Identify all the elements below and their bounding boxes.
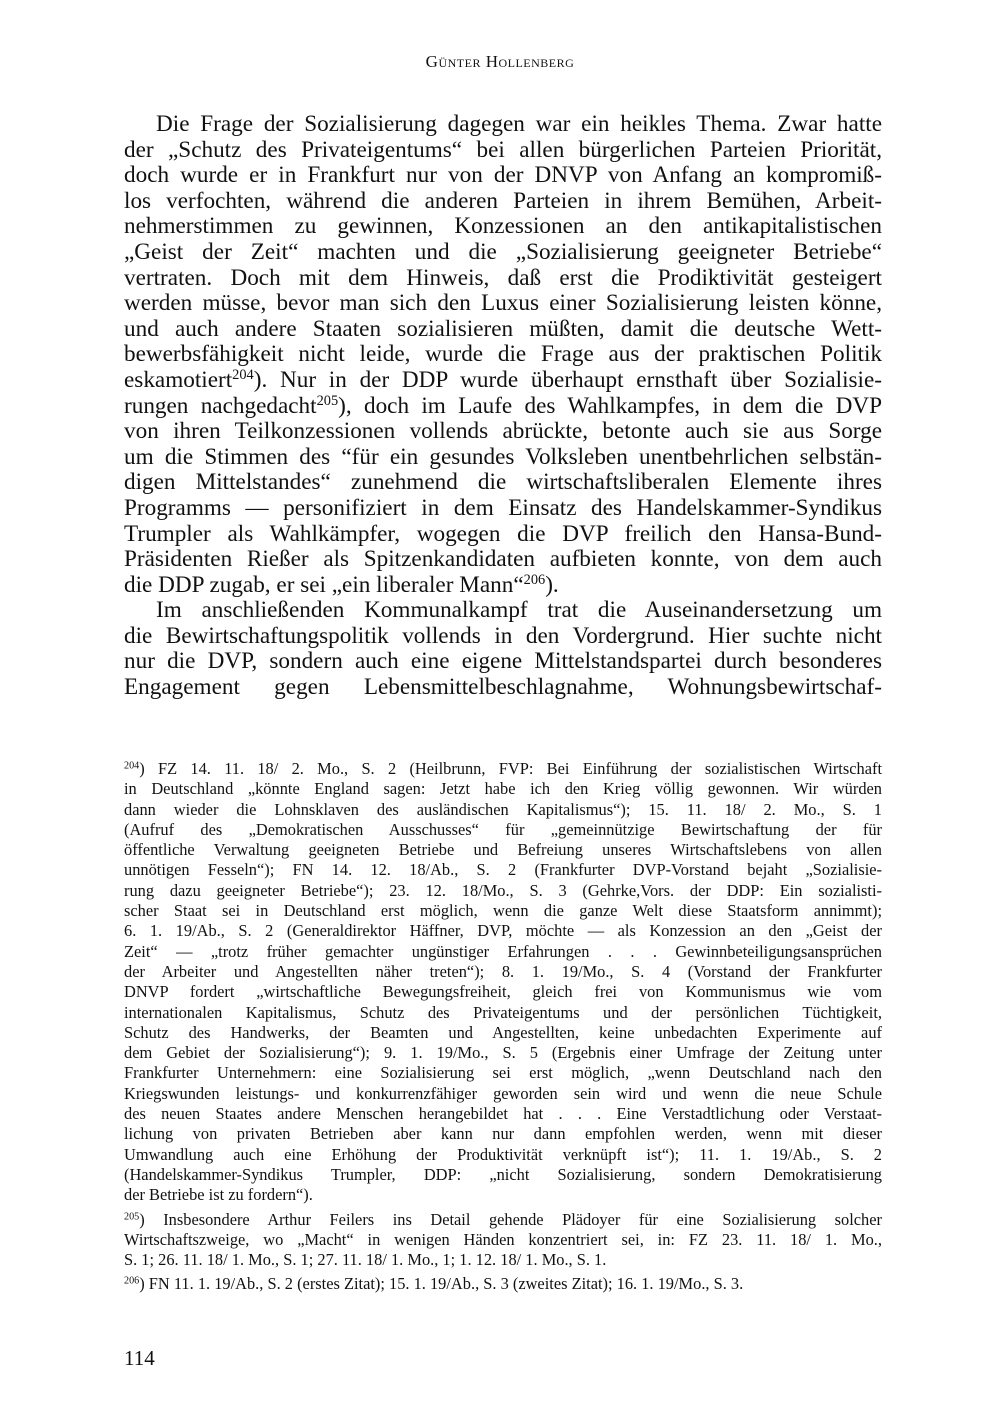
text-segment: um die Stimmen des “für ein gesundes Volksleben unentbehrlichen selbstän- [124,443,882,470]
text-line [124,368,882,394]
footnote-text: unnötigen Fesseln“); FN 14. 12. 18/Ab., S. 2 (Frankfurter DVP-Vorstand bejaht „Sozialisie- [124,860,882,880]
footnote-line [124,1043,882,1063]
footnote-ref: 206 [523,571,546,588]
footnote-text: rung dazu geeigneter Betriebe“); 23. 12. 18/Mo., S. 3 (Gehrke,Vors. der DDP: Ein sozialisti- [124,880,882,900]
footnote-text: ) FZ 14. 11. 18/ 2. Mo., S. 2 (Heilbrunn, FVP: Bei Einführung der sozialistischen Wirtschaft [139,759,882,778]
text-segment: rungen nachgedacht [124,392,317,419]
text-segment: nehmerstimmen zu gewinnen, Konzessionen an den antikapitalistischen [124,213,882,240]
footnote-text: öffentliche Verwaltung geeigneten Betriebe und Befreiung unseres Wirtschaftslebens von allen [124,840,882,860]
footnote-line [124,1003,882,1023]
footnote-line [124,1274,882,1294]
footnote-line [124,1185,882,1205]
footnote-line [124,942,882,962]
text-segment: werden müsse, bevor man sich den Luxus einer Sozialisierung leisten könne, [124,290,882,317]
text-segment: und auch andere Staaten sozialisieren müßten, damit die deutsche Wett- [124,315,882,342]
footnote-ref: 204 [232,367,254,384]
footnote-text: internationalen Kapitalismus, Schutz des Privateigentums und der persönlichen Tüchtigkeit, [124,1002,882,1022]
footnote-line [124,1145,882,1165]
text-line [124,675,882,701]
footnote-line [124,800,882,820]
text-segment: doch wurde er in Frankfurt nur von der DNVP von Anfang an kompromiß- [124,162,882,189]
footnote-line [124,759,882,779]
text-segment: Im anschließenden Kommunalkampf trat die Auseinandersetzung um [156,597,882,624]
footnote-204 [124,759,882,1206]
running-head: Günter Hollenberg [425,52,575,71]
footnote-text: in Deutschland „könnte England sagen: Jetzt habe ich den Krieg völlig gewonnen. Wir würden [124,779,882,799]
text-line [124,291,882,317]
footnote-number: 205 [124,1210,140,1222]
text-line [124,522,882,548]
text-segment: „Geist der Zeit“ machten und die „Sozialisierung geeigneter Betriebe“ [124,238,882,265]
text-segment: Präsidenten Rießer als Spitzenkandidaten aufbieten konnte, von dem auch [124,546,882,573]
footnotes [124,759,882,1299]
text-line [124,214,882,240]
text-line [124,419,882,445]
text-segment: digen Mittelstandes“ zunehmend die wirtschaftsliberalen Elemente ihres [124,469,882,496]
footnote-line [124,1210,882,1230]
text-segment: Trumpler als Wahlkämpfer, wogegen die DVP freilich den Hansa-Bund- [124,520,882,547]
footnote-line [124,1124,882,1144]
text-segment: eskamotiert [124,366,233,393]
text-line [124,573,882,599]
text-line [124,163,882,189]
footnote-line [124,820,882,840]
text-segment: nur die DVP, sondern auch eine eigene Mittelstandspartei durch besonderes [124,648,882,675]
footnote-line [124,779,882,799]
footnote-line [124,921,882,941]
footnote-text: Umwandlung auch eine Erhöhung der Produktivität verknüpft ist“); 11. 1. 19/Ab., S. 2 [124,1144,882,1164]
footnote-text: S. 1; 26. 11. 18/ 1. Mo., S. 1; 27. 11. 18/ 1. Mo., 1; 1. 12. 18/ 1. Mo., S. 1. [124,1250,607,1270]
footnote-206 [124,1274,882,1294]
footnote-line [124,1104,882,1124]
footnote-line [124,881,882,901]
text-segment: der „Schutz des Privateigentums“ bei allen bürgerlichen Parteien Priorität, [124,136,882,163]
footnote-text: Schutz des Handwerks, der Beamten und Angestellten, keine unbedachten Experimente auf [124,1022,882,1042]
text-line [124,649,882,675]
page-number: 114 [124,1346,155,1370]
text-segment: Die Frage der Sozialisierung dagegen war ein heikles Thema. Zwar hatte [156,111,882,137]
footnote-line [124,1230,882,1250]
text-segment: die Bewirtschaftungspolitik vollends in den Vordergrund. Hier suchte nicht [124,622,882,649]
text-segment: los verfochten, während die anderen Parteien in ihrem Bemühen, Arbeit- [124,187,882,214]
footnote-text: lichung von privaten Betrieben aber kann nur dann empfohlen werden, wenn mit dieser [124,1124,882,1144]
footnote-text: (Handelskammer-Syndikus Trumpler, DDP: „nicht Sozialisierung, sondern Demokratisierung [124,1164,882,1184]
footnote-ref: 205 [316,392,339,409]
text-line [124,547,882,573]
footnote-line [124,1250,882,1270]
text-line [124,240,882,266]
text-segment: ), doch im Laufe des Wahlkampfes, in dem die DVP [338,392,882,419]
footnote-text: Frankfurter Unternehmern: eine Sozialisierung sei erst möglich, „wenn Deutschland nach den [124,1063,882,1083]
footnote-line [124,1084,882,1104]
text-segment: die DDP zugab, er sei „ein liberaler Mann“ [124,571,524,598]
footnote-text: des neuen Staates andere Menschen herangebildet hat . . . Eine Verstadtlichung oder Verstaat- [124,1104,882,1124]
footnote-text: 6. 1. 19/Ab., S. 2 (Generaldirektor Häffner, DVP, möchte — als Konzession an den „Geist der [124,921,882,941]
footnote-text: dem Gebiet der Sozialisierung“); 9. 1. 19/Mo., S. 5 (Ergebnis einer Umfrage der Zeitung unter [124,1043,882,1063]
text-line [124,624,882,650]
main-text [124,112,882,701]
text-line [124,496,882,522]
text-line [124,266,882,292]
footnote-text: ) Insbesondere Arthur Feilers ins Detail gehende Plädoyer für eine Sozialisierung solcher [139,1209,882,1229]
footnote-text: der Arbeiter und Angestellten näher treten“); 8. 1. 19/Mo., S. 4 (Vorstand der Frankfurter [124,961,882,981]
footnote-number: 204 [124,760,140,772]
footnote-text: ) FN 11. 1. 19/Ab., S. 2 (erstes Zitat); 15. 1. 19/Ab., S. 3 (zweites Zitat); 16. 1. 19/Mo., S. 3. [139,1274,744,1294]
text-segment: von ihren Teilkonzessionen vollends abrückte, betonte auch sie aus Sorge [124,418,882,445]
text-segment: vertraten. Doch mit dem Hinweis, daß erst die Prodiktivität gesteigert [124,264,882,291]
footnote-line [124,901,882,921]
footnote-205 [124,1210,882,1271]
text-line [124,470,882,496]
footnote-text: DNVP fordert „wirtschaftliche Bewegungsfreiheit, gleich frei von Kommunismus wie vom [124,982,882,1002]
footnote-line [124,982,882,1002]
text-line [124,598,882,624]
footnote-line [124,840,882,860]
footnote-number: 206 [124,1275,140,1287]
footnote-text: Wirtschaftszweige, wo „Macht“ in wenigen Händen konzentriert sei, in: FZ 23. 11. 18/ 1. Mo., [124,1229,882,1249]
footnote-text: dann wieder die Lohnsklaven des ausländischen Kapitalismus“); 15. 11. 18/ 2. Mo., S. 1 [124,799,882,819]
footnote-text: scher Staat sei in Deutschland erst möglich, wenn die ganze Welt diese Staatsform annimmt); [124,901,882,921]
footnote-line [124,962,882,982]
footnote-text: Zeit“ — „trotz früher gemachter ungünstiger Erfahrungen . . . Gewinnbeteiligungsansprüchen [124,941,882,961]
text-line [124,342,882,368]
text-line [124,138,882,164]
text-line [124,394,882,420]
text-segment: ). Nur in der DDP wurde überhaupt ernsthaft über Sozialisie- [253,366,882,393]
footnote-text: (Aufruf des „Demokratischen Ausschusses“ für „gemeinnützige Bewirtschaftung der für [124,819,882,839]
footnote-line [124,1023,882,1043]
text-line [124,317,882,343]
text-line [124,445,882,471]
text-segment: Programms — personifiziert in dem Einsatz des Handelskammer-Syndikus [124,494,882,521]
footnote-line [124,860,882,880]
footnote-text: Kriegswunden leistungs- und konkurrenzfähiger geworden sein wird und wenn die neue Schule [124,1083,882,1103]
text-segment: Engagement gegen Lebensmittelbeschlagnahme, Wohnungsbewirtschaf- [124,674,882,701]
text-segment: ). [545,571,559,598]
footnote-line [124,1063,882,1083]
footnote-text: der Betriebe ist zu fordern“). [124,1185,313,1205]
text-line [124,112,882,138]
footnote-line [124,1165,882,1185]
text-segment: bewerbsfähigkeit nicht leide, wurde die Frage aus der praktischen Politik [124,341,882,368]
text-line [124,189,882,215]
